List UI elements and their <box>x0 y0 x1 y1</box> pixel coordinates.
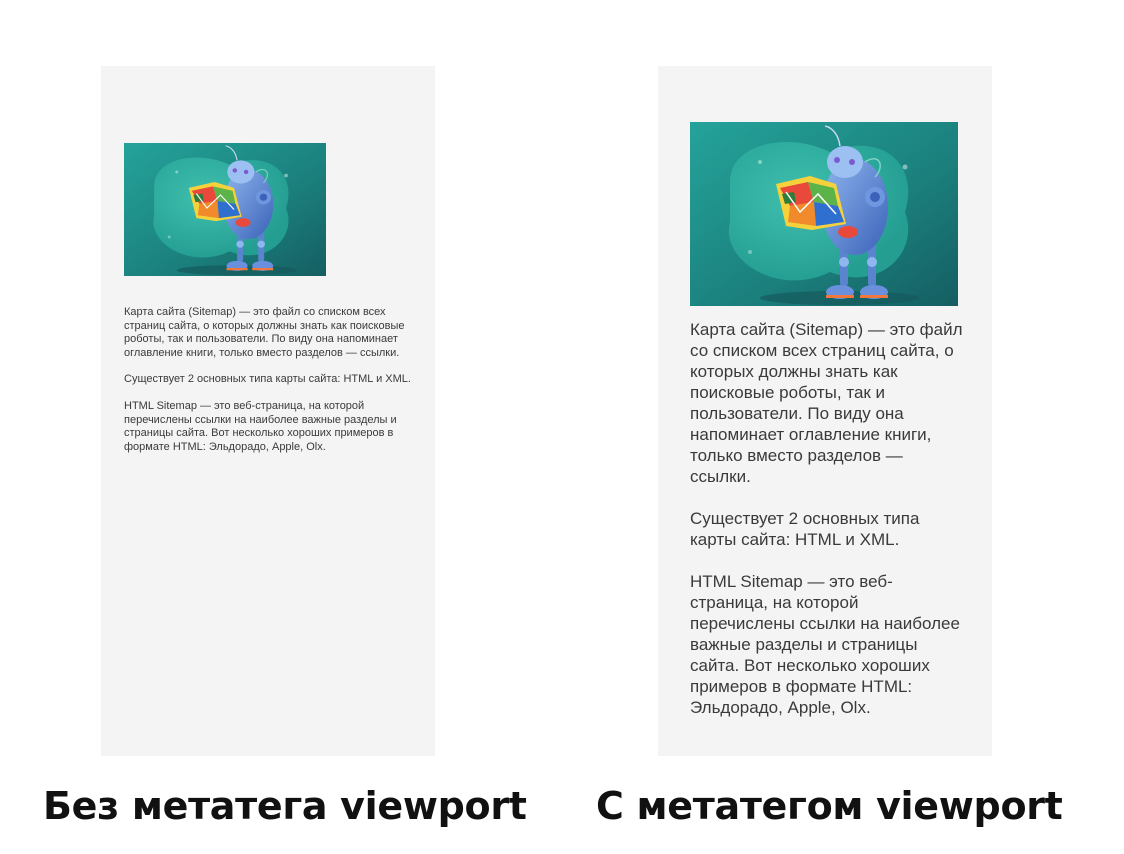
article-text <box>690 319 966 718</box>
paragraph: HTML Sitemap — это веб-страница, на которой перечислены ссылки на наиболее важные разделы и страницы сайта. Вот несколько хороших примеров в формате HTML: Эльдорадо, Apple, Olx. <box>690 572 960 717</box>
phone-preview-without-viewport <box>101 66 435 756</box>
paragraph: Существует 2 основных типа карты сайта: HTML и XML. <box>124 373 411 386</box>
caption-without-viewport: Без метатега viewport <box>43 784 527 828</box>
paragraph: Карта сайта (Sitemap) — это файл со списком всех страниц сайта, о которых должны знать как поисковые роботы, так и пользователи. По виду она напоминает оглавление книги, только вместо разделов — ссылки. <box>690 320 963 486</box>
robot-reading-map-illustration <box>124 143 326 276</box>
paragraph: Существует 2 основных типа карты сайта: HTML и XML. <box>690 509 920 549</box>
paragraph: HTML Sitemap — это веб-страница, на которой перечислены ссылки на наиболее важные разделы и страницы сайта. Вот несколько хороших примеров в формате HTML: Эльдорадо, Apple, Olx. <box>124 399 397 453</box>
robot-reading-map-illustration <box>690 122 958 306</box>
phone-preview-with-viewport <box>658 66 992 756</box>
caption-with-viewport: С метатегом viewport <box>596 784 1063 828</box>
article-text <box>124 306 416 454</box>
paragraph: Карта сайта (Sitemap) — это файл со списком всех страниц сайта, о которых должны знать как поисковые роботы, так и пользователи. По виду она напоминает оглавление книги, только вместо разделов — ссылки. <box>124 306 405 359</box>
